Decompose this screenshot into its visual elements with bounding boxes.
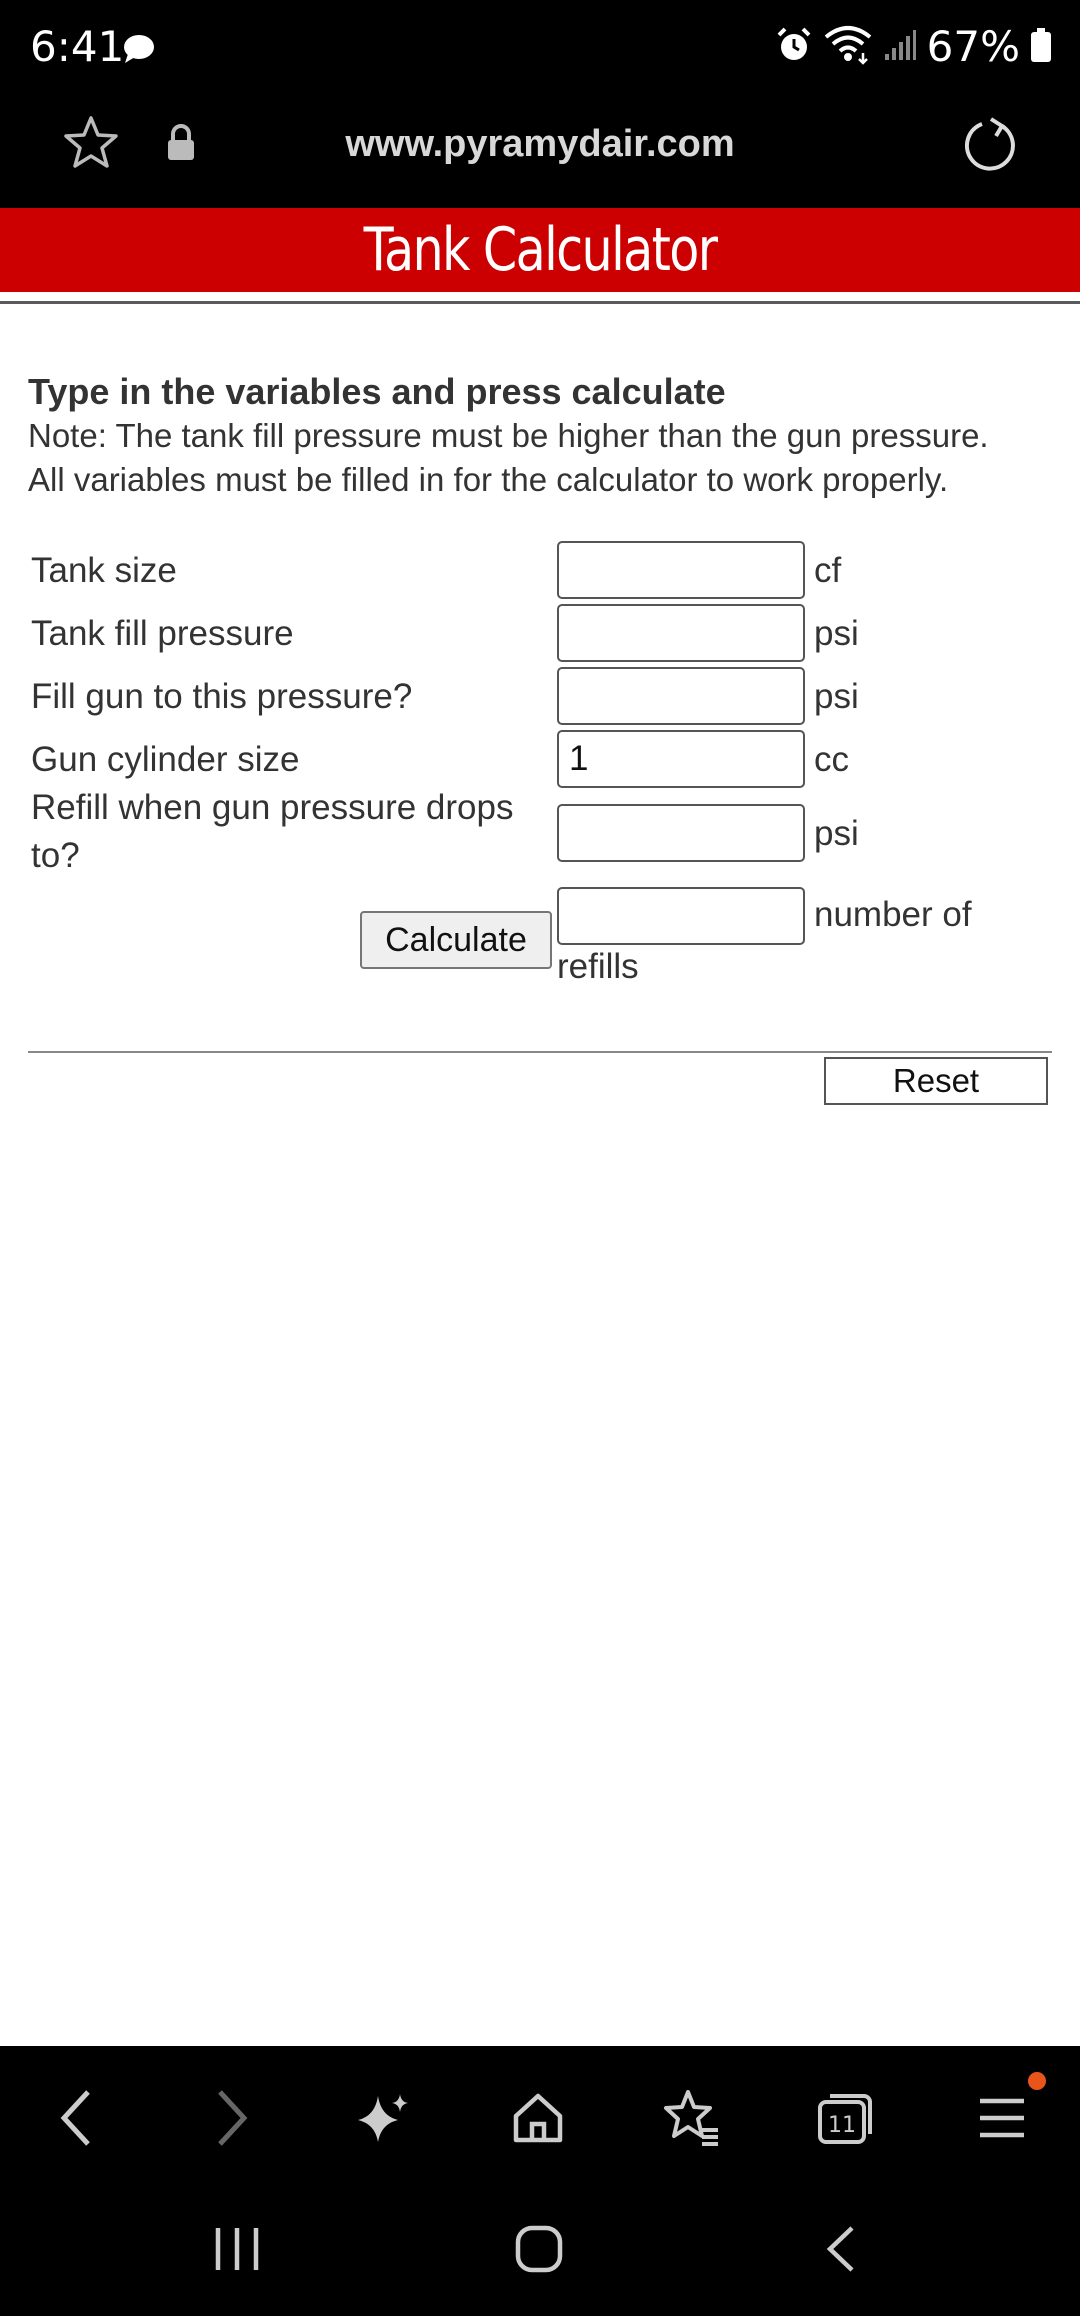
battery-icon xyxy=(1030,27,1052,68)
notification-dot xyxy=(1028,2072,1046,2090)
fill-gun-pressure-unit: psi xyxy=(814,677,859,716)
back-icon[interactable] xyxy=(44,2086,108,2150)
bookmarks-icon[interactable] xyxy=(660,2086,724,2150)
alarm-icon xyxy=(775,26,813,69)
divider-line xyxy=(28,1051,1052,1053)
battery-percent: 67% xyxy=(926,22,1020,71)
chat-bubble-icon xyxy=(122,32,156,71)
status-bar xyxy=(0,0,1080,96)
menu-icon[interactable] xyxy=(970,2086,1034,2150)
lock-icon[interactable] xyxy=(166,124,196,167)
tank-size-label: Tank size xyxy=(31,551,177,590)
result-unit-label: number of xyxy=(814,895,972,934)
signal-icon xyxy=(883,28,917,67)
system-nav-bar xyxy=(0,2186,1080,2316)
refill-pressure-unit: psi xyxy=(814,814,859,853)
calculate-button[interactable]: Calculate xyxy=(360,911,552,969)
status-icons xyxy=(775,20,1052,74)
instructions-heading: Type in the variables and press calculate xyxy=(28,371,726,412)
gun-cylinder-size-unit: cc xyxy=(814,740,849,779)
fill-gun-pressure-input[interactable] xyxy=(557,667,805,725)
fill-gun-pressure-label: Fill gun to this pressure? xyxy=(31,677,413,716)
tank-fill-pressure-label: Tank fill pressure xyxy=(31,614,294,653)
result-unit-label-continued: refills xyxy=(557,947,639,986)
forward-icon[interactable] xyxy=(200,2086,264,2150)
note-line: Note: The tank fill pressure must be higher than the gun pressure. xyxy=(28,417,989,454)
toolbar-divider xyxy=(0,301,1080,304)
reload-icon[interactable] xyxy=(960,116,1018,179)
browser-bottom-nav xyxy=(0,2046,1080,2186)
gun-cylinder-size-input[interactable] xyxy=(557,730,805,788)
tank-fill-pressure-input[interactable] xyxy=(557,604,805,662)
tank-fill-pressure-unit: psi xyxy=(814,614,859,653)
system-back-icon[interactable] xyxy=(822,2224,862,2274)
note-line: All variables must be filled in for the calculator to work properly. xyxy=(28,461,949,498)
tank-size-unit: cf xyxy=(814,551,842,590)
tabs-icon[interactable] xyxy=(814,2086,878,2150)
page-header xyxy=(0,208,1080,292)
url-bar[interactable]: www.pyramydair.com xyxy=(345,123,735,165)
star-icon[interactable] xyxy=(62,114,120,177)
home-circle-icon[interactable] xyxy=(514,2224,564,2274)
refills-result-field[interactable] xyxy=(557,887,805,945)
home-icon[interactable] xyxy=(506,2086,570,2150)
browser-toolbar xyxy=(0,96,1080,208)
refill-pressure-input[interactable] xyxy=(557,804,805,862)
reset-button[interactable]: Reset xyxy=(824,1057,1048,1105)
tab-count: 11 xyxy=(828,2113,856,2138)
refill-pressure-label: Refill when gun pressure drops to? xyxy=(31,788,514,875)
status-time: 6:41 xyxy=(30,22,125,71)
page-title: Tank Calculator xyxy=(363,215,717,285)
sparkle-icon[interactable] xyxy=(352,2086,416,2150)
gun-cylinder-size-label: Gun cylinder size xyxy=(31,740,300,779)
recents-icon[interactable] xyxy=(212,2224,262,2274)
wifi-icon xyxy=(823,25,873,70)
tank-size-input[interactable] xyxy=(557,541,805,599)
